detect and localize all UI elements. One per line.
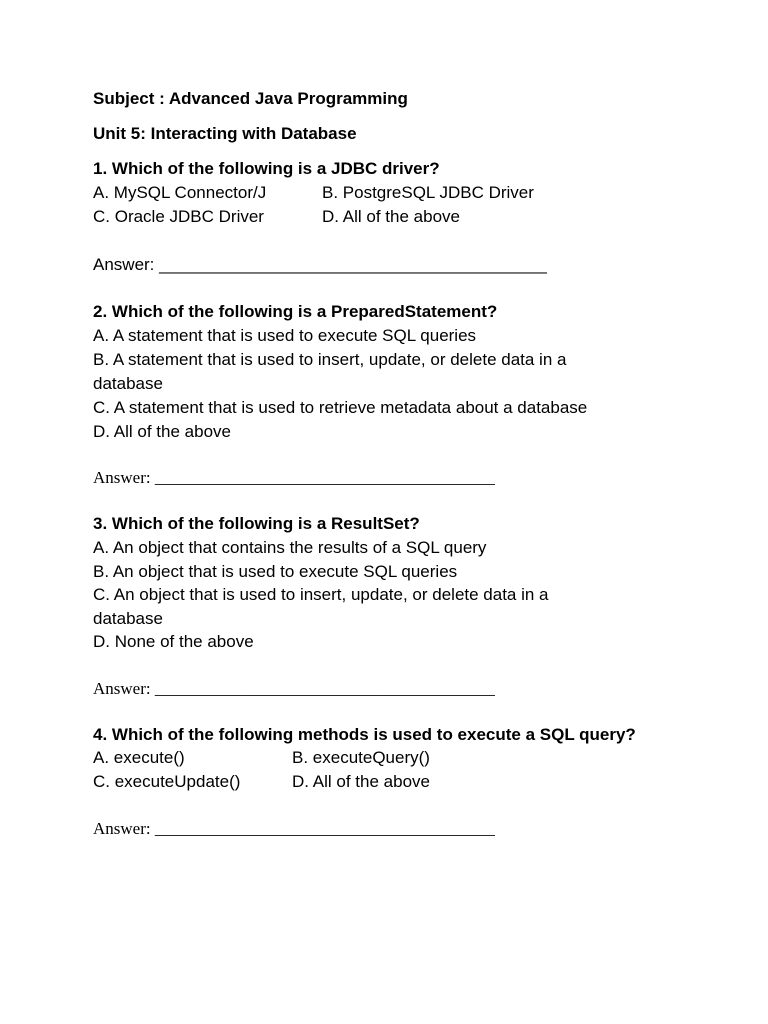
q3-option-d: D. None of the above: [93, 632, 254, 651]
q4-option-a: A. execute(): [93, 748, 185, 767]
q4-option-c: C. executeUpdate(): [93, 772, 241, 791]
q1-option-b: B. PostgreSQL JDBC Driver: [322, 183, 534, 202]
q1-option-d: D. All of the above: [322, 207, 460, 226]
q3-option-c-cont: database: [93, 609, 163, 628]
q4-option-b: B. executeQuery(): [292, 748, 430, 767]
q3-option-c: C. An object that is used to insert, update, or delete data in a: [93, 585, 549, 604]
q2-answer-line: Answer: ________________________________________: [93, 468, 495, 487]
q2-option-a: A. A statement that is used to execute SQL queries: [93, 326, 477, 345]
q2-option-b: B. A statement that is used to insert, update, or delete data in a: [93, 350, 567, 369]
question-3: 3. Which of the following is a ResultSet?: [93, 514, 420, 533]
q3-option-a: A. An object that contains the results of a SQL query: [93, 538, 487, 557]
q4-answer-line: Answer: ________________________________________: [93, 819, 495, 838]
question-1: 1. Which of the following is a JDBC driver?: [93, 159, 440, 178]
q2-option-c: C. A statement that is used to retrieve metadata about a database: [93, 398, 588, 417]
question-4: 4. Which of the following methods is used to execute a SQL query?: [93, 725, 636, 744]
subject-heading: Subject : Advanced Java Programming: [93, 89, 408, 108]
q3-option-b: B. An object that is used to execute SQL queries: [93, 562, 458, 581]
q1-answer-line: Answer: _________________________________________: [93, 255, 547, 274]
q1-option-a: A. MySQL Connector/J: [93, 183, 267, 202]
q2-option-d: D. All of the above: [93, 422, 231, 441]
q1-option-c: C. Oracle JDBC Driver: [93, 207, 264, 226]
q2-option-b-cont: database: [93, 374, 163, 393]
q3-answer-line: Answer: ________________________________________: [93, 679, 495, 698]
q4-option-d: D. All of the above: [292, 772, 430, 791]
question-2: 2. Which of the following is a PreparedStatement?: [93, 302, 498, 321]
unit-heading: Unit 5: Interacting with Database: [93, 124, 357, 143]
